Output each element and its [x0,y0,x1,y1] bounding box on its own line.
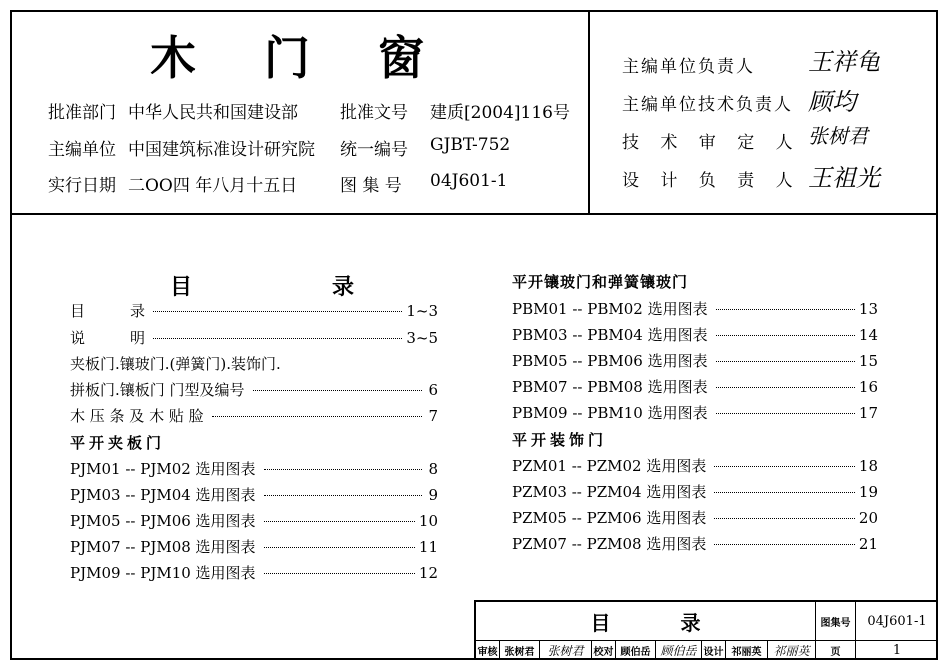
check-signature: 顾伯岳 [656,640,702,660]
unified-code-value: GJBT-752 [430,135,511,155]
toc-entry[interactable] [512,350,878,371]
toc-entry-page: 10 [418,512,438,530]
toc-entry-page: 14 [858,326,878,344]
toc-entry-label: PBM05 -- PBM06 选用图表 [512,352,708,370]
toc-entry-label: PBM09 -- PBM10 选用图表 [512,404,708,422]
toc-entry-page: 20 [858,509,878,527]
responsible-role: 主编单位技术负责人 [622,95,793,115]
toc-entry-label: PJM03 -- PJM04 选用图表 [70,486,256,504]
toc-entry-label: PZM05 -- PZM06 选用图表 [512,509,707,527]
page-value: 1 [892,642,902,658]
toc-entry-label: PBM07 -- PBM08 选用图表 [512,378,708,396]
effective-date-label: 实行日期 [48,176,116,196]
page-label: 页 [816,640,856,660]
toc-section-heading: 平开夹板门 [70,434,166,452]
toc-entry-label: 目 录 [70,302,146,320]
approval-doc-value: 建质[2004]116号 [430,103,570,123]
toc-entry[interactable] [70,562,438,583]
toc-entry[interactable] [512,298,878,319]
toc-entry[interactable] [512,481,878,502]
toc-entry-page: 6 [428,381,438,399]
leader-dots [264,495,422,496]
leader-dots [264,469,422,470]
toc-entry-label: PJM05 -- PJM06 选用图表 [70,512,256,530]
responsible-role: 设 计 负 责 人 [622,171,801,191]
toc-entry-label: PZM03 -- PZM04 选用图表 [512,483,707,501]
toc-section-heading: 平开装饰门 [512,431,608,449]
sheet-title [476,602,816,640]
leader-dots [212,416,422,417]
toc-entry[interactable] [512,376,878,397]
leader-dots [714,544,855,545]
toc-entry[interactable] [70,484,438,505]
responsible-role: 主编单位负责人 [622,57,755,77]
toc-entry[interactable] [70,353,285,374]
atlas-no-value: 04J601-1 [867,613,927,629]
toc-entry-page: 12 [418,564,438,582]
title-char: 门 [264,31,310,85]
toc-entry[interactable] [70,536,438,557]
signature: 张树君 [808,124,868,148]
toc-title-char: 录 [332,274,355,300]
approval-dept-value: 中华人民共和国建设部 [128,103,298,123]
leader-dots [153,311,402,312]
design-signature: 祁丽英 [768,640,816,660]
toc-entry-label: 木 压 条 及 木 贴 脸 [70,407,204,425]
toc-entry[interactable] [70,379,438,400]
design-label: 设计 [702,640,726,660]
approval-dept-label: 批准部门 [48,103,116,123]
toc-entry-page: 21 [858,535,878,553]
toc-section-heading: 平开镶玻门和弹簧镶玻门 [512,273,689,291]
leader-dots [264,521,415,522]
leader-dots [264,547,415,548]
title-char: 窗 [378,31,424,85]
toc-entry[interactable] [70,458,438,479]
toc-entry-label: PZM07 -- PZM08 选用图表 [512,535,707,553]
toc-title-char: 目 [170,274,193,300]
unified-code-label: 统一编号 [340,140,408,160]
toc-entry-page: 3~5 [406,329,438,347]
toc-entry-page: 16 [858,378,878,396]
signature: 顾均 [808,88,856,116]
review-signature: 张树君 [540,640,592,660]
toc-entry-page: 1~3 [406,302,438,320]
responsible-role: 技 术 审 定 人 [622,133,801,153]
toc-entry-label: PZM01 -- PZM02 选用图表 [512,457,707,475]
toc-entry-label: PBM03 -- PBM04 选用图表 [512,326,708,344]
toc-entry-page: 13 [858,300,878,318]
toc-entry-label: PJM07 -- PJM08 选用图表 [70,538,256,556]
toc-entry[interactable] [70,327,438,348]
toc-entry[interactable] [70,300,438,321]
toc-entry-label: PJM09 -- PJM10 选用图表 [70,564,256,582]
title-block [474,600,938,660]
leader-dots [264,573,415,574]
toc-entry[interactable] [70,510,438,531]
toc-entry-page: 11 [418,538,438,556]
toc-entry-label: 拼板门.镶板门 门型及编号 [70,381,245,399]
toc-entry[interactable] [512,455,878,476]
toc-entry-label: PBM01 -- PBM02 选用图表 [512,300,708,318]
toc-entry-label: 说 明 [70,329,146,347]
review-label: 审核 [476,640,500,660]
toc-entry-label: 夹板门.镶玻门.(弹簧门).装饰门. [70,355,281,373]
leader-dots [716,335,855,336]
editor-unit-label: 主编单位 [48,140,116,160]
leader-dots [716,413,855,414]
atlas-title [150,22,424,88]
atlas-no-label: 图集号 [816,602,856,640]
toc-entry[interactable] [512,507,878,528]
toc-entry-page: 8 [428,460,438,478]
toc-entry-label: PJM01 -- PJM02 选用图表 [70,460,256,478]
editor-unit-value: 中国建筑标准设计研究院 [128,140,315,160]
leader-dots [714,518,855,519]
toc-entry[interactable] [70,405,438,426]
leader-dots [716,361,855,362]
leader-dots [714,466,855,467]
signature: 王祖光 [808,164,880,192]
sheet-title-char: 目 [590,610,611,635]
approval-doc-label: 批准文号 [340,103,408,123]
check-label: 校对 [592,640,616,660]
toc-entry-page: 9 [428,486,438,504]
leader-dots [714,492,855,493]
toc-title [170,270,354,301]
sheet-title-char: 录 [680,610,701,635]
check-name: 顾伯岳 [616,640,656,660]
toc-entry[interactable] [512,324,878,345]
leader-dots [153,338,402,339]
effective-date-value: 二OO四 年八月十五日 [128,176,298,196]
review-name: 张树君 [500,640,540,660]
title-char: 木 [150,31,196,85]
signature: 王祥龟 [808,48,880,76]
toc-entry-page: 19 [858,483,878,501]
atlas-no-label: 图 集 号 [340,176,402,196]
design-name: 祁丽英 [726,640,768,660]
toc-entry[interactable] [512,533,878,554]
atlas-no-value: 04J601-1 [430,171,508,191]
leader-dots [253,390,422,391]
leader-dots [716,309,855,310]
toc-entry-page: 17 [858,404,878,422]
toc-entry-page: 18 [858,457,878,475]
toc-entry-page: 7 [428,407,438,425]
leader-dots [716,387,855,388]
toc-entry-page: 15 [858,352,878,370]
toc-entry[interactable] [512,402,878,423]
